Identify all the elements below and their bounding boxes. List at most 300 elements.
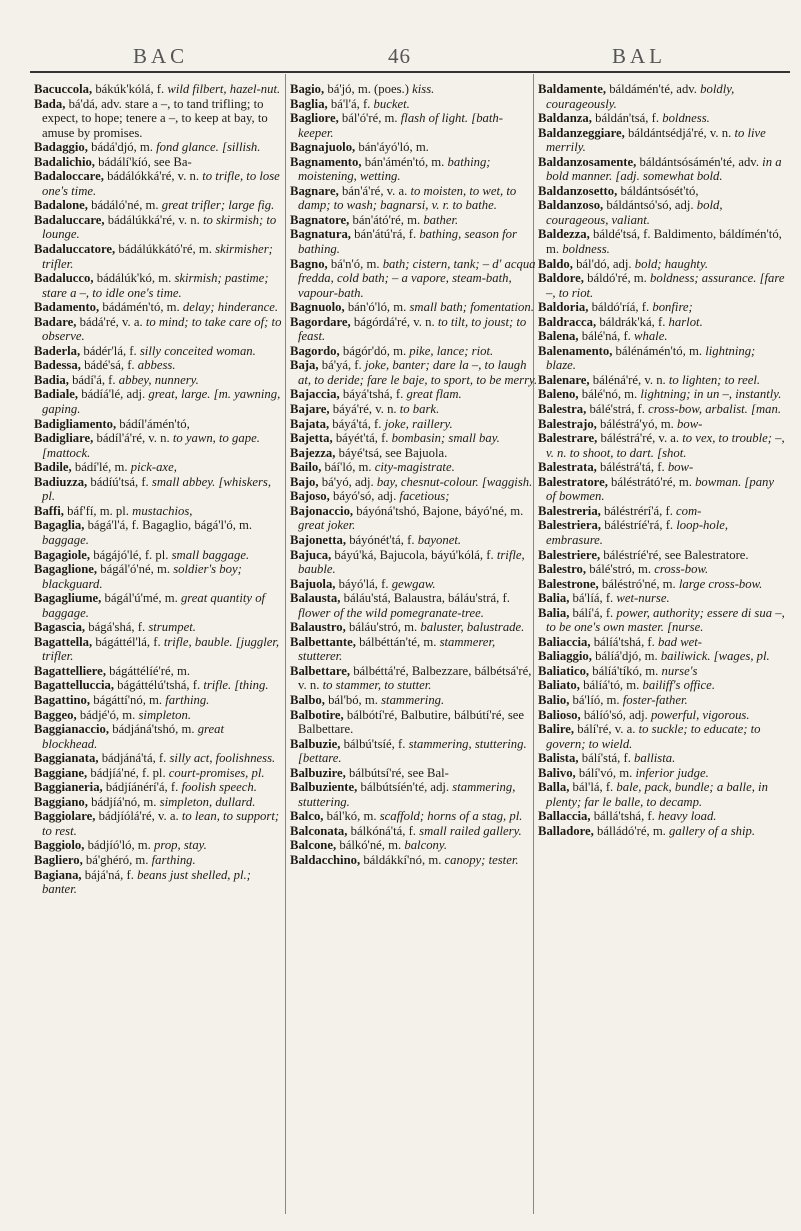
entry-translation: soldier's boy; blackguard. (42, 562, 242, 591)
entry-headword: Baldore, (538, 271, 584, 286)
entry-pronunciation: bálkóná'tá, f. (347, 823, 420, 838)
dictionary-entry (290, 417, 538, 432)
entry-headword: Balestrata, (538, 460, 597, 475)
entry-translation: lightning; in un –, instantly. (640, 387, 782, 402)
dictionary-entry (290, 227, 538, 256)
entry-headword: Baliaggio, (538, 649, 592, 664)
dictionary-entry (290, 431, 538, 446)
guide-word-left: BAC (133, 44, 189, 68)
entry-pronunciation: bágáttélú'tshá, f. (114, 678, 204, 693)
entry-headword: Balioso, (538, 707, 581, 722)
dictionary-entry (538, 126, 786, 155)
entry-headword: Bagiana, (34, 867, 82, 882)
entry-translation: gewgaw. (391, 576, 436, 591)
entry-pronunciation: báyét'tá, f. (332, 431, 392, 446)
entry-translation: small baggage. (171, 547, 250, 562)
dictionary-entry (290, 766, 538, 781)
dictionary-entry (538, 649, 786, 664)
dictionary-entry (538, 591, 786, 606)
entry-headword: Badigliare, (34, 431, 94, 446)
dictionary-entry (538, 431, 786, 460)
entry-translation: bold; haughty. (634, 256, 709, 271)
entry-headword: Bagaglione, (34, 562, 98, 577)
entry-pronunciation: bádjáná'tá, f. (98, 751, 170, 766)
entry-pronunciation: bán'ámén'tó, m. (361, 154, 448, 169)
entry-pronunciation: bálbú'tsíé, f. (340, 736, 409, 751)
entry-pronunciation: báléstrá'tá, f. (596, 460, 668, 475)
entry-translation: beans just shelled, pl.; banter. (42, 867, 251, 897)
entry-headword: Bajezza, (290, 445, 336, 460)
entry-translation: balcony. (404, 838, 447, 853)
entry-headword: Baggianata, (34, 751, 99, 766)
dictionary-entry (34, 518, 282, 547)
dictionary-entry (290, 489, 538, 504)
dictionary-entry (290, 504, 538, 533)
entry-headword: Badaluccare, (34, 212, 105, 227)
entry-pronunciation: bágór'dó, m. (339, 343, 410, 358)
entry-pronunciation: bán'átó'ré, m. (349, 212, 424, 227)
entry-translation: cross-bow. (654, 562, 709, 577)
entry-translation: boldness. (562, 242, 610, 257)
entry-headword: Balbuziente, (290, 780, 358, 795)
dictionary-entry (290, 213, 538, 228)
dictionary-entry (34, 198, 282, 213)
entry-headword: Balcone, (290, 838, 337, 853)
entry-translation: farthing. (165, 692, 210, 707)
dictionary-entry (538, 766, 786, 781)
dictionary-entry (290, 344, 538, 359)
entry-pronunciation: bál'bó, m. (324, 692, 382, 707)
entry-headword: Balia, (538, 605, 570, 620)
entry-headword: Baliato, (538, 678, 580, 693)
entry-headword: Bagnatura, (290, 227, 351, 242)
entry-pronunciation: báyóná'tshó, Bajone, báyó'né, m. (353, 503, 524, 518)
entry-translation: whale. (634, 329, 668, 344)
entry-headword: Badare, (34, 314, 77, 329)
entry-headword: Bagnamento, (290, 154, 362, 169)
entry-headword: Bajonetta, (290, 532, 347, 547)
entry-headword: Baderla, (34, 343, 81, 358)
dictionary-entry (34, 708, 282, 723)
entry-headword: Bagnare, (290, 183, 339, 198)
entry-headword: Bajare, (290, 402, 330, 417)
entry-pronunciation: bádé'sá, f. (80, 358, 138, 373)
entry-headword: Baleno, (538, 387, 579, 402)
entry-headword: Badile, (34, 460, 72, 475)
entry-headword: Bagnajuolo, (290, 140, 356, 155)
dictionary-entry (34, 460, 282, 475)
entry-headword: Bagattino, (34, 692, 91, 707)
entry-pronunciation: báldántsédjá'ré, v. n. (624, 125, 735, 140)
entry-headword: Baggiolo, (34, 838, 85, 853)
dictionary-entry (34, 838, 282, 853)
entry-pronunciation: bálkó'né, m. (336, 838, 405, 853)
dictionary-entry (34, 562, 282, 591)
dictionary-entry (538, 155, 786, 184)
entry-pronunciation: bádálí'kíó, see Ba- (94, 154, 192, 169)
entry-headword: Bajaccia, (290, 387, 340, 402)
entry-translation: skirmish; pastime; stare a –, to idle one's time. (42, 271, 269, 300)
entry-headword: Balbotire, (290, 707, 344, 722)
entry-translation: scaffold; horns of a stag, pl. (379, 809, 523, 824)
entry-headword: Bacuccola, (34, 82, 93, 96)
dictionary-entry (34, 766, 282, 781)
entry-pronunciation: bádjíólá'ré, v. a. (95, 809, 182, 824)
dictionary-entry (34, 358, 282, 373)
entry-translation: stammering, stuttering. (298, 780, 516, 809)
entry-pronunciation: bálé'ná, f. (578, 329, 635, 344)
entry-pronunciation: báyá'tá, f. (329, 416, 385, 431)
entry-headword: Baggiane, (34, 765, 88, 780)
dictionary-entry (34, 853, 282, 868)
entry-pronunciation: bálé'stró, m. (586, 562, 655, 577)
dictionary-entry (34, 344, 282, 359)
entry-headword: Balla, (538, 780, 570, 795)
entry-pronunciation: báldó'ré, m. (583, 271, 650, 286)
entry-pronunciation: báyú'ká, Bajucola, báyú'kólá, f. (331, 547, 497, 562)
entry-translation: bonfire; (652, 300, 693, 315)
entry-headword: Badalucco, (34, 271, 94, 286)
dictionary-entry (538, 635, 786, 650)
entry-translation: trifle, bauble. [juggler, trifler. (42, 634, 280, 664)
dictionary-entry (34, 722, 282, 751)
dictionary-entry (34, 169, 282, 198)
dictionary-entry (290, 737, 538, 766)
entry-pronunciation: báldó'ríá, f. (588, 300, 653, 315)
entry-pronunciation: báldámén'té, adv. (606, 82, 701, 96)
entry-headword: Bagattelluccia, (34, 678, 114, 693)
entry-translation: pick-axe, (130, 460, 177, 475)
entry-headword: Bagno, (290, 256, 328, 271)
entry-headword: Baldezza, (538, 227, 590, 242)
entry-headword: Badiale, (34, 387, 79, 402)
entry-pronunciation: bádér'lá, f. (80, 343, 140, 358)
dictionary-entry (290, 591, 538, 620)
page-number: 46 (388, 44, 411, 68)
entry-pronunciation: bágórdá'ré, v. n. (350, 314, 438, 329)
entry-pronunciation: bá'dá, adv. stare a –, to tand trifling; to expect, to hope; tenere a –, to keep at bay, to amuse by promises. (42, 96, 268, 140)
entry-translation: boldness. (662, 111, 710, 126)
entry-headword: Baggeo, (34, 707, 77, 722)
entry-headword: Bagordare, (290, 314, 351, 329)
dictionary-entry (290, 693, 538, 708)
dictionary-entry (290, 809, 538, 824)
entry-pronunciation: bán'átú'rá, f. (350, 227, 420, 242)
header-rule (30, 71, 790, 73)
entry-pronunciation: báléstrátó'ré, m. (607, 474, 696, 489)
dictionary-entry (538, 751, 786, 766)
entry-headword: Bagaglia, (34, 518, 85, 533)
entry-pronunciation: bágáttél'lá, f. (92, 634, 164, 649)
entry-translation: ballista. (634, 751, 676, 766)
dictionary-entry (538, 693, 786, 708)
entry-translation: baluster, balustrade. (420, 620, 525, 635)
dictionary-entry (290, 838, 538, 853)
entry-headword: Baldoria, (538, 300, 589, 315)
entry-pronunciation: bán'á'ré, v. a. (338, 183, 411, 198)
entry-translation: facetious; (399, 489, 450, 504)
entry-translation: court-promises, pl. (168, 765, 265, 780)
dictionary-entry (538, 315, 786, 330)
dictionary-entry (34, 591, 282, 620)
dictionary-entry (290, 577, 538, 592)
entry-translation: baggage. (42, 532, 89, 547)
entry-headword: Badaggio, (34, 140, 88, 155)
dictionary-entry (34, 504, 282, 519)
entry-headword: Bagattelliere, (34, 663, 106, 678)
entry-headword: Balestro, (538, 562, 587, 577)
dictionary-entry (538, 824, 786, 839)
entry-pronunciation: bádáló'né, m. (87, 198, 162, 213)
entry-pronunciation: bádá'djó, m. (87, 140, 157, 155)
entry-headword: Baffi, (34, 503, 64, 518)
entry-headword: Balbuzie, (290, 736, 341, 751)
entry-translation: foster-father. (622, 692, 688, 707)
entry-translation: farthing. (151, 852, 196, 867)
entry-translation: bale, pack, bundle; a balle, in plenty; far le balle, to decamp. (546, 780, 768, 809)
dictionary-entry (538, 198, 786, 227)
entry-translation: mustachios, (132, 503, 193, 518)
dictionary-entry (538, 577, 786, 592)
entry-headword: Baldanzeggiare, (538, 125, 625, 140)
entry-headword: Balco, (290, 809, 324, 824)
entry-translation: to vex, to trouble; –, v. n. to shoot, to dart. [shot. (546, 431, 785, 460)
column-divider (285, 74, 286, 1214)
entry-translation: com- (676, 503, 702, 518)
dictionary-entry (34, 475, 282, 504)
dictionary-entry (290, 111, 538, 140)
entry-pronunciation: bádjíá'né, f. pl. (87, 765, 169, 780)
entry-translation: bath; cistern, tank; – d' acqua fredda, cold bath; – a vapore, steam-bath, vapour-bath. (298, 256, 536, 300)
dictionary-entry (34, 140, 282, 155)
entry-pronunciation: bálíá'tó, m. (579, 678, 643, 693)
entry-translation: nurse's (661, 663, 698, 678)
entry-headword: Balivo, (538, 765, 576, 780)
entry-headword: Badaloccare, (34, 169, 104, 184)
entry-translation: heavy load. (657, 809, 717, 824)
entry-pronunciation: bál'dó, adj. (572, 256, 635, 271)
dictionary-entry (34, 678, 282, 693)
entry-pronunciation: bállá'tshá, f. (590, 809, 658, 824)
entry-translation: boldly, courageously. (546, 82, 735, 111)
entry-pronunciation: bál'kó, m. (323, 809, 380, 824)
entry-headword: Badessa, (34, 358, 81, 373)
entry-headword: Baldanzoso, (538, 198, 604, 213)
entry-translation: simpleton, dullard. (159, 794, 256, 809)
entry-pronunciation: báldrák'ká, f. (596, 314, 669, 329)
entry-translation: to mind; to take care of; to observe. (42, 314, 282, 344)
entry-pronunciation: bálbútsíén'té, adj. (357, 780, 453, 795)
dictionary-entry (290, 620, 538, 635)
entry-headword: Bagnatore, (290, 212, 350, 227)
entry-pronunciation: báí'ló, m. (321, 460, 375, 475)
entry-headword: Baliaccia, (538, 634, 591, 649)
dictionary-entry (538, 300, 786, 315)
entry-headword: Balladore, (538, 823, 594, 838)
dictionary-column-3 (538, 82, 786, 1222)
dictionary-entry (538, 809, 786, 824)
entry-translation: flash of light. [bath-keeper. (298, 111, 503, 140)
entry-headword: Baldanzosamente, (538, 154, 637, 169)
dictionary-entry (34, 548, 282, 563)
entry-pronunciation: báldántsósámén'té, adv. (636, 154, 763, 169)
entry-headword: Bagio, (290, 82, 325, 96)
entry-headword: Balestriera, (538, 518, 602, 533)
entry-headword: Balestrone, (538, 576, 599, 591)
dictionary-entry (34, 635, 282, 664)
entry-pronunciation: bá'jó, m. (poes.) (324, 82, 413, 96)
entry-translation: bather. (423, 212, 459, 227)
dictionary-entry (290, 387, 538, 402)
dictionary-entry (538, 257, 786, 272)
entry-headword: Balestratore, (538, 474, 608, 489)
entry-translation: stammerer, stutterer. (298, 634, 496, 664)
entry-headword: Baggianaccio, (34, 722, 110, 737)
dictionary-entry (34, 387, 282, 416)
entry-headword: Badamento, (34, 300, 100, 315)
dictionary-entry (538, 460, 786, 475)
entry-translation: bathing; moistening, wetting. (298, 154, 491, 184)
entry-pronunciation: báyó'só, adj. (329, 489, 400, 504)
entry-headword: Balia, (538, 591, 570, 606)
entry-headword: Bajo, (290, 474, 319, 489)
entry-translation: to tilt, to joust; to feast. (298, 314, 527, 344)
entry-pronunciation: bálbéttá'ré, Balbezzare, bálbétsá'ré, v. n. (298, 663, 532, 693)
dictionary-entry (538, 606, 786, 635)
entry-pronunciation: bálí'á, f. (569, 605, 617, 620)
entry-pronunciation: báldántsósét'tó, (617, 183, 699, 198)
entry-headword: Balbo, (290, 692, 325, 707)
entry-pronunciation: bálí'stá, f. (578, 751, 635, 766)
entry-pronunciation: bádí'lé, m. (71, 460, 131, 475)
entry-pronunciation: báldán'tsá, f. (591, 111, 663, 126)
entry-headword: Balista, (538, 751, 579, 766)
entry-pronunciation: bádíú'tsá, f. (87, 474, 152, 489)
dictionary-entry (34, 780, 282, 795)
dictionary-entry (34, 300, 282, 315)
dictionary-entry (34, 868, 282, 897)
entry-translation: to skirmish; to lounge. (42, 212, 277, 242)
entry-translation: bathing, season for bathing. (298, 227, 517, 257)
dictionary-entry (290, 664, 538, 693)
entry-headword: Baggiano, (34, 794, 88, 809)
entry-pronunciation: bádjíó'ló, m. (84, 838, 155, 853)
dictionary-entry (538, 227, 786, 256)
entry-pronunciation: bágá'shá, f. (85, 620, 149, 635)
entry-pronunciation: bádjáná'tshó, m. (109, 722, 198, 737)
entry-headword: Bailo, (290, 460, 322, 475)
entry-pronunciation: bágáttélíé'ré, m. (106, 663, 191, 678)
entry-headword: Badia, (34, 372, 69, 387)
entry-pronunciation: bádjíá'nó, m. (87, 794, 160, 809)
dictionary-entry (290, 358, 538, 387)
entry-headword: Bagagliume, (34, 591, 102, 606)
entry-pronunciation: bálbótí'ré, Balbutire, bálbútí'ré, see Balbettare. (298, 707, 525, 737)
dictionary-entry (538, 82, 786, 111)
entry-translation: to lean, to support; to rest. (42, 809, 280, 838)
entry-pronunciation: bá'líá, f. (569, 591, 617, 606)
entry-headword: Badalone, (34, 198, 88, 213)
entry-pronunciation: bákúk'kólá, f. (92, 82, 168, 96)
entry-headword: Ballaccia, (538, 809, 591, 824)
entry-translation: to moisten, to wet, to damp; to wash; bagnarsi, v. r. to bathe. (298, 183, 517, 213)
entry-headword: Balire, (538, 722, 575, 737)
dictionary-entry (538, 548, 786, 563)
entry-translation: canopy; tester. (444, 852, 519, 867)
entry-pronunciation: báldántsó'só, adj. (603, 198, 697, 213)
entry-pronunciation: bán'áyó'ló, m. (355, 140, 429, 155)
dictionary-entry (34, 751, 282, 766)
dictionary-entry (34, 795, 282, 810)
entry-translation: bold, courageous, valiant. (546, 198, 723, 227)
entry-pronunciation: bálénámén'tó, m. (612, 343, 706, 358)
dictionary-entry (538, 417, 786, 432)
entry-translation: skirmisher; trifler. (42, 242, 273, 271)
entry-pronunciation: bá'yó, adj. (318, 474, 377, 489)
entry-pronunciation: bálíá'djó, m. (591, 649, 661, 664)
entry-pronunciation: bádálúkkátó'ré, m. (115, 242, 216, 257)
entry-pronunciation: báyó'lá, f. (335, 576, 392, 591)
entry-translation: stammering. (381, 692, 445, 707)
entry-headword: Balio, (538, 692, 570, 707)
entry-headword: Balausta, (290, 591, 341, 606)
entry-translation: bayonet. (417, 532, 462, 547)
entry-translation: small railed gallery. (419, 823, 522, 838)
entry-headword: Bajonaccio, (290, 503, 354, 518)
dictionary-entry (34, 213, 282, 242)
entry-headword: Balestriere, (538, 547, 601, 562)
entry-headword: Balconata, (290, 823, 348, 838)
entry-translation: bucket. (373, 96, 410, 111)
entry-translation: flower of the wild pomegranate-tree. (298, 605, 484, 620)
entry-pronunciation: báf'fí, m. pl. (63, 503, 133, 518)
entry-headword: Bajoso, (290, 489, 330, 504)
dictionary-entry (34, 664, 282, 679)
entry-translation: kiss. (412, 82, 435, 96)
entry-translation: pike, lance; riot. (409, 343, 494, 358)
dictionary-entry (290, 533, 538, 548)
entry-translation: great flam. (406, 387, 462, 402)
dictionary-entry (290, 402, 538, 417)
entry-translation: stammering, stuttering. [bettare. (298, 736, 527, 766)
dictionary-entry (538, 402, 786, 417)
entry-translation: to trifle, to lose one's time. (42, 169, 280, 198)
entry-pronunciation: bá'l'á, f. (327, 96, 374, 111)
entry-headword: Baja, (290, 358, 319, 373)
entry-translation: simpleton. (138, 707, 192, 722)
entry-pronunciation: bá'n'ó, m. (327, 256, 383, 271)
entry-headword: Bajetta, (290, 431, 333, 446)
guide-word-right: BAL (612, 44, 666, 68)
entry-pronunciation: bálbéttán'té, m. (355, 634, 440, 649)
entry-translation: wild filbert, hazel-nut. (167, 82, 281, 96)
entry-pronunciation: bán'ó'ló, m. (344, 300, 410, 315)
dictionary-entry (290, 82, 538, 97)
entry-pronunciation: bájá'ná, f. (81, 867, 138, 882)
entry-headword: Baldo, (538, 256, 573, 271)
dictionary-entry (34, 693, 282, 708)
entry-pronunciation: bádálúk'kó, m. (93, 271, 175, 286)
entry-translation: joke, banter; dare la –, to laugh at, to deride; fare le baje, to sport, to be merry. (298, 358, 538, 387)
entry-translation: strumpet. (148, 620, 196, 635)
entry-translation: bailiff's office. (642, 678, 715, 693)
dictionary-entry (538, 562, 786, 577)
dictionary-entry (538, 518, 786, 547)
entry-headword: Bagagiole, (34, 547, 91, 562)
entry-pronunciation: bágál'ú'mé, m. (101, 591, 181, 606)
dictionary-entry (290, 475, 538, 490)
dictionary-entry (34, 242, 282, 271)
